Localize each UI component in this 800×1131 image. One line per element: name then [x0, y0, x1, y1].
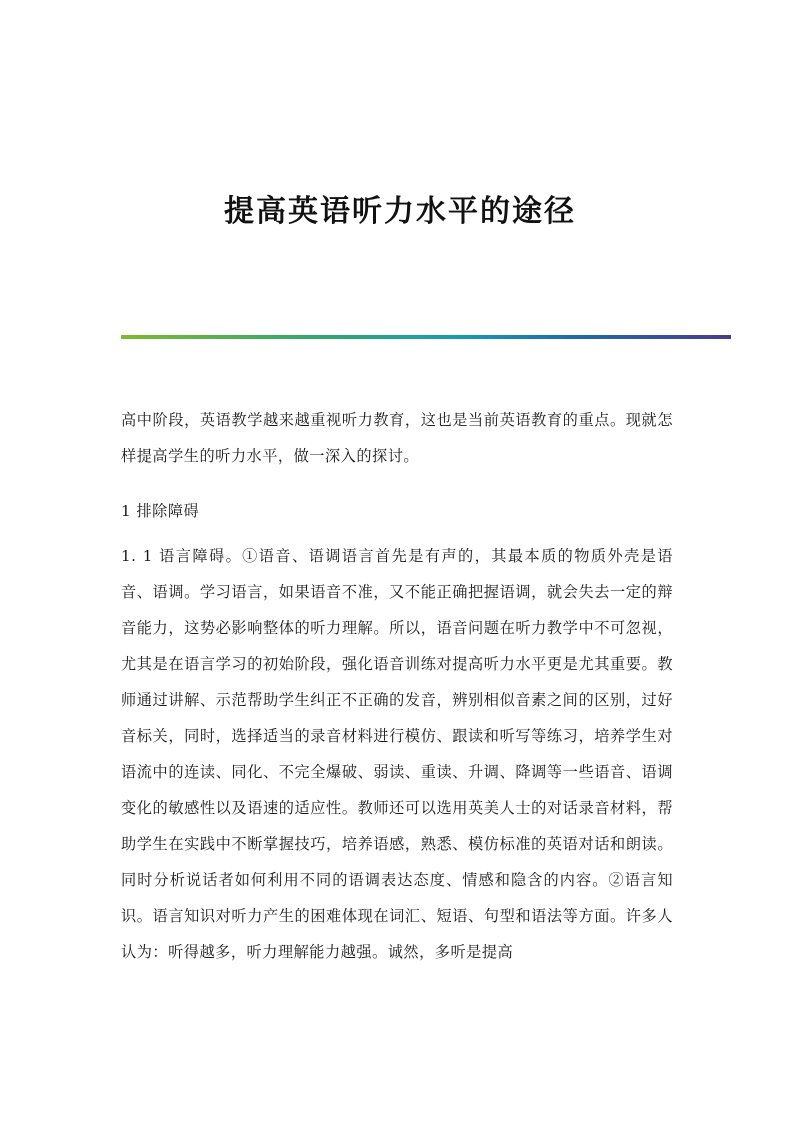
section-heading: 1 排除障碍 [121, 502, 200, 520]
document-title: 提高英语听力水平的途径 [224, 194, 576, 229]
intro-paragraph: 高中阶段，英语教学越来越重视听力教育，这也是当前英语教育的重点。现就怎样提高学生的听力水平，做一深入的探讨。 [121, 411, 673, 465]
section-paragraph: 1. 1 语言障碍。①语音、语调语言首先是有声的，其最本质的物质外壳是语音、语调。学习语言，如果语音不准，又不能正确把握语调，就会失去一定的辩音能力，这势必影响整体的听力理解。所以，语音问题在听力教学中不可忽视，尤其是在语言学习的初始阶段，强化语音训练对提高听力水平更是尤其重要。教师通过讲解、示范帮助学生纠正不正确的发音，辨别相似音素之间的区别，过好音标关，同时，选择适当的录音材料进行模仿、跟读和听写等练习，培养学生对语流中的连读、同化、不完全爆破、弱读、重读、升调、降调等一些语音、语调变化的敏感性以及语速的适应性。教师还可以选用英美人士的对话录音材料，帮助学生在实践中不断掌握技巧，培养语感，熟悉、模仿标准的英语对话和朗读。同时分析说话者如何利用不同的语调表达态度、情感和隐含的内容。②语言知识。语言知识对听力产生的困难体现在词汇、短语、句型和语法等方面。许多人认为：听得越多，听力理解能力越强。诚然，多听是提高 [121, 547, 673, 961]
title-divider [121, 335, 731, 339]
